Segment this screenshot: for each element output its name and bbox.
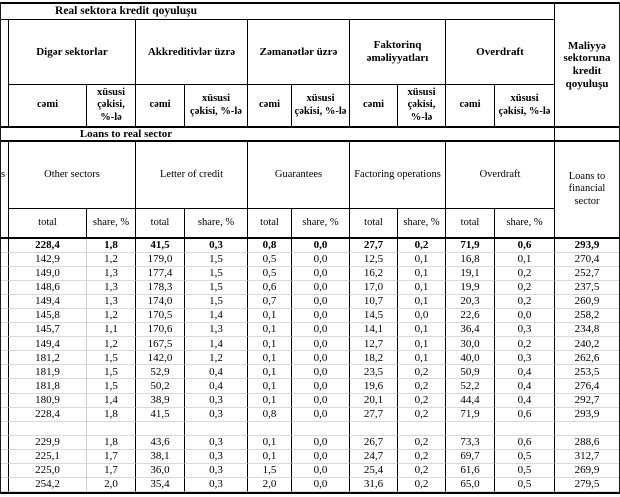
cell[interactable]: 2,0 xyxy=(248,478,292,492)
cell[interactable]: 262,6 xyxy=(555,351,619,365)
cell[interactable]: 65,0 xyxy=(446,478,495,492)
cell[interactable]: 0,3 xyxy=(185,450,248,464)
cell[interactable]: 1,5 xyxy=(87,351,136,365)
row-edge-cell xyxy=(1,464,9,478)
cell[interactable]: 149,4 xyxy=(9,337,87,351)
banner-loans-real-sector-en-label: Loans to real sector xyxy=(79,128,173,140)
cell[interactable]: 269,9 xyxy=(555,464,619,478)
cell[interactable]: 2,0 xyxy=(87,478,136,492)
cell[interactable]: 0,5 xyxy=(495,450,555,464)
cell[interactable]: 142,9 xyxy=(9,253,87,267)
cell[interactable]: 1,3 xyxy=(87,295,136,309)
header-az-section xyxy=(1,2,619,126)
cell[interactable]: 0,1 xyxy=(248,450,292,464)
banner-real-sector-az[interactable] xyxy=(1,4,555,20)
cell[interactable]: 14,5 xyxy=(350,309,398,323)
cell[interactable]: 1,5 xyxy=(248,464,292,478)
subheader-en-total-factoring-operations[interactable]: total xyxy=(350,209,398,237)
subheader-az-share-factoring-operations[interactable]: xüsusi çəkisi, %-lə xyxy=(398,85,446,126)
cell[interactable]: 43,6 xyxy=(136,436,185,450)
cell[interactable]: 36,0 xyxy=(136,464,185,478)
row-edge-cell xyxy=(1,239,9,253)
cell[interactable]: 0,0 xyxy=(292,478,350,492)
cell[interactable] xyxy=(292,422,350,436)
cell[interactable]: 10,7 xyxy=(350,295,398,309)
cell[interactable]: 0,2 xyxy=(398,436,446,450)
cell[interactable]: 71,9 xyxy=(446,408,495,422)
cell[interactable]: 0,1 xyxy=(248,337,292,351)
cell[interactable]: 17,0 xyxy=(350,281,398,295)
cell[interactable] xyxy=(350,422,398,436)
cell[interactable]: 0,0 xyxy=(292,436,350,450)
cell[interactable]: 0,1 xyxy=(398,337,446,351)
cell[interactable]: 240,2 xyxy=(555,337,619,351)
cell[interactable]: 0,2 xyxy=(398,379,446,393)
cell[interactable]: 0,4 xyxy=(185,365,248,379)
cell[interactable]: 1,5 xyxy=(185,267,248,281)
cell[interactable]: 149,0 xyxy=(9,267,87,281)
cell[interactable]: 27,7 xyxy=(350,408,398,422)
banner-loans-real-sector-row xyxy=(1,126,619,142)
cell[interactable]: 0,4 xyxy=(495,365,555,379)
group-header-az-other-sectors[interactable]: Digər sektorlar xyxy=(9,20,136,85)
edge-text-fragment: s xyxy=(1,169,6,181)
cell[interactable]: 0,1 xyxy=(248,436,292,450)
cell[interactable]: 0,0 xyxy=(292,323,350,337)
cell[interactable]: 35,4 xyxy=(136,478,185,492)
subheader-az-share-overdraft[interactable]: xüsusi çəkisi, %-lə xyxy=(495,85,555,126)
cell[interactable]: 0,3 xyxy=(185,478,248,492)
cell[interactable]: 0,2 xyxy=(398,365,446,379)
cell[interactable]: 31,6 xyxy=(350,478,398,492)
cell[interactable]: 61,6 xyxy=(446,464,495,478)
cell[interactable]: 1,7 xyxy=(87,464,136,478)
cell[interactable]: 0,1 xyxy=(398,281,446,295)
cell[interactable] xyxy=(446,422,495,436)
cell[interactable]: 0,5 xyxy=(248,267,292,281)
cell[interactable]: 0,1 xyxy=(248,351,292,365)
cell[interactable]: 0,0 xyxy=(292,450,350,464)
cell[interactable]: 1,5 xyxy=(185,281,248,295)
cell[interactable]: 145,8 xyxy=(9,309,87,323)
row-edge-cell xyxy=(1,450,9,464)
col-header-financial-sector-en[interactable]: Loans to financial sector xyxy=(568,171,606,207)
cell[interactable]: 0,6 xyxy=(495,408,555,422)
cropped-left-column-fragment xyxy=(1,142,9,209)
cell[interactable]: 234,8 xyxy=(555,323,619,337)
cell[interactable]: 0,1 xyxy=(398,267,446,281)
cell[interactable]: 1,2 xyxy=(87,337,136,351)
group-header-az-factoring-operations[interactable]: Faktorinq əməliyyatları xyxy=(350,20,446,85)
cell[interactable]: 1,2 xyxy=(87,309,136,323)
cell[interactable]: 0,3 xyxy=(185,436,248,450)
row-edge-cell xyxy=(1,394,9,408)
cell[interactable]: 0,7 xyxy=(248,295,292,309)
cell[interactable]: 177,4 xyxy=(136,267,185,281)
cell[interactable]: 279,5 xyxy=(555,478,619,492)
cell[interactable]: 0,1 xyxy=(398,351,446,365)
banner-real-sector-az-label: Real sektora kredit qoyuluşu xyxy=(55,4,197,17)
cell[interactable]: 253,5 xyxy=(555,365,619,379)
cell[interactable]: 258,2 xyxy=(555,309,619,323)
cell[interactable]: 0,4 xyxy=(185,379,248,393)
cell[interactable]: 0,0 xyxy=(292,239,350,253)
subheader-en-total-other-sectors[interactable]: total xyxy=(9,209,87,237)
cell[interactable]: 148,6 xyxy=(9,281,87,295)
cell[interactable]: 0,0 xyxy=(292,337,350,351)
cell[interactable]: 276,4 xyxy=(555,379,619,393)
cell[interactable]: 0,0 xyxy=(292,267,350,281)
cell[interactable]: 225,0 xyxy=(9,464,87,478)
subheader-az-share-other-sectors[interactable]: xüsusi çəkisi, %-lə xyxy=(87,85,136,126)
group-header-en-other-sectors[interactable]: Other sectors xyxy=(9,142,136,209)
cell[interactable]: 40,0 xyxy=(446,351,495,365)
group-header-az-letter-of-credit[interactable]: Akkreditivlər üzrə xyxy=(136,20,248,85)
cell[interactable]: 0,1 xyxy=(248,394,292,408)
cell[interactable]: 0,0 xyxy=(292,309,350,323)
cell[interactable]: 69,7 xyxy=(446,450,495,464)
cell[interactable]: 16,2 xyxy=(350,267,398,281)
cell[interactable]: 19,6 xyxy=(350,379,398,393)
cell[interactable]: 1,1 xyxy=(87,323,136,337)
cell[interactable]: 1,4 xyxy=(185,337,248,351)
row-edge-cell xyxy=(1,351,9,365)
cell[interactable]: 0,6 xyxy=(495,436,555,450)
cell[interactable]: 174,0 xyxy=(136,295,185,309)
cell[interactable]: 0,5 xyxy=(248,253,292,267)
cell[interactable]: 0,0 xyxy=(292,379,350,393)
cell[interactable]: 228,4 xyxy=(9,408,87,422)
cell[interactable]: 41,5 xyxy=(136,408,185,422)
cell[interactable]: 0,2 xyxy=(398,450,446,464)
cell[interactable]: 0,1 xyxy=(248,323,292,337)
cell[interactable]: 19,9 xyxy=(446,281,495,295)
cell[interactable]: 270,4 xyxy=(555,253,619,267)
cell[interactable]: 0,0 xyxy=(292,295,350,309)
cell[interactable]: 260,9 xyxy=(555,295,619,309)
cell[interactable]: 237,5 xyxy=(555,281,619,295)
cell[interactable]: 0,2 xyxy=(495,267,555,281)
cell[interactable]: 1,2 xyxy=(87,253,136,267)
cell[interactable]: 1,5 xyxy=(185,295,248,309)
cell[interactable] xyxy=(495,422,555,436)
cell[interactable]: 0,3 xyxy=(185,394,248,408)
cell[interactable]: 149,4 xyxy=(9,295,87,309)
cell[interactable] xyxy=(87,422,136,436)
cell[interactable]: 20,3 xyxy=(446,295,495,309)
row-edge-cell xyxy=(1,281,9,295)
cropped-left-column xyxy=(1,20,9,126)
cell[interactable]: 12,5 xyxy=(350,253,398,267)
row-edge-cell xyxy=(1,267,9,281)
subheader-az-share-letter-of-credit[interactable]: xüsusi çəkisi, %-lə xyxy=(185,85,248,126)
cell[interactable]: 50,9 xyxy=(446,365,495,379)
cell[interactable]: 1,5 xyxy=(185,253,248,267)
cell[interactable]: 1,3 xyxy=(87,267,136,281)
cell[interactable]: 0,2 xyxy=(398,239,446,253)
cell[interactable]: 229,9 xyxy=(9,436,87,450)
cell[interactable]: 52,2 xyxy=(446,379,495,393)
subheader-en-share-letter-of-credit[interactable]: share, % xyxy=(185,209,248,237)
cell[interactable]: 1,3 xyxy=(185,323,248,337)
subheader-en-total-guarantees[interactable]: total xyxy=(248,209,292,237)
cell[interactable]: 0,2 xyxy=(495,295,555,309)
row-edge-cell xyxy=(1,422,9,436)
row-edge-cell xyxy=(1,379,9,393)
header-en-section xyxy=(1,142,619,239)
cell[interactable]: 30,0 xyxy=(446,337,495,351)
cell[interactable]: 288,6 xyxy=(555,436,619,450)
cell[interactable]: 0,0 xyxy=(292,464,350,478)
cell[interactable]: 19,1 xyxy=(446,267,495,281)
subheader-az-share-guarantees[interactable]: xüsusi çəkisi, %-lə xyxy=(292,85,350,126)
cell[interactable]: 0,6 xyxy=(248,281,292,295)
cell[interactable]: 0,3 xyxy=(185,408,248,422)
cell[interactable]: 0,1 xyxy=(398,323,446,337)
cell[interactable]: 0,2 xyxy=(495,337,555,351)
subheader-az-total-overdraft[interactable]: cəmi xyxy=(446,85,495,126)
cell[interactable]: 52,9 xyxy=(136,365,185,379)
cell[interactable]: 170,6 xyxy=(136,323,185,337)
group-header-en-letter-of-credit[interactable]: Letter of credit xyxy=(136,142,248,209)
row-edge-cell xyxy=(1,253,9,267)
cell[interactable]: 181,2 xyxy=(9,351,87,365)
cell[interactable]: 38,1 xyxy=(136,450,185,464)
cell[interactable]: 0,5 xyxy=(495,464,555,478)
group-header-en-factoring-operations[interactable]: Factoring operations xyxy=(350,142,446,209)
cell[interactable]: 16,8 xyxy=(446,253,495,267)
subheader-en-share-guarantees[interactable]: share, % xyxy=(292,209,350,237)
cell[interactable]: 1,8 xyxy=(87,436,136,450)
row-edge-cell xyxy=(1,436,9,450)
cell[interactable]: 1,5 xyxy=(87,379,136,393)
cell[interactable]: 0,1 xyxy=(398,295,446,309)
cell[interactable]: 0,2 xyxy=(398,394,446,408)
subheader-en-share-overdraft[interactable]: share, % xyxy=(495,209,555,237)
subheader-en-share-factoring-operations[interactable]: share, % xyxy=(398,209,446,237)
group-header-en-guarantees[interactable]: Guarantees xyxy=(248,142,350,209)
cell[interactable]: 24,7 xyxy=(350,450,398,464)
cell[interactable]: 0,5 xyxy=(495,478,555,492)
group-header-az-overdraft[interactable]: Overdraft xyxy=(446,20,555,85)
cell[interactable]: 0,2 xyxy=(398,408,446,422)
row-edge-cell xyxy=(1,309,9,323)
cell[interactable]: 167,5 xyxy=(136,337,185,351)
cell[interactable]: 1,7 xyxy=(87,450,136,464)
credit-table xyxy=(0,2,620,494)
cell[interactable]: 0,8 xyxy=(248,408,292,422)
cell[interactable]: 0,1 xyxy=(248,365,292,379)
cell[interactable]: 0,2 xyxy=(398,478,446,492)
data-section xyxy=(1,239,619,494)
subheader-az-total-guarantees[interactable]: cəmi xyxy=(248,85,292,126)
cell[interactable]: 293,9 xyxy=(555,408,619,422)
cell[interactable] xyxy=(185,422,248,436)
cell[interactable] xyxy=(9,422,87,436)
cell[interactable] xyxy=(248,422,292,436)
cell[interactable]: 228,4 xyxy=(9,239,87,253)
cell[interactable]: 14,1 xyxy=(350,323,398,337)
subheader-az-total-letter-of-credit[interactable]: cəmi xyxy=(136,85,185,126)
subheader-en-total-letter-of-credit[interactable]: total xyxy=(136,209,185,237)
cell[interactable]: 225,1 xyxy=(9,450,87,464)
cell[interactable]: 0,1 xyxy=(248,379,292,393)
row-edge-cell xyxy=(1,337,9,351)
cell[interactable] xyxy=(398,422,446,436)
row-edge-cell xyxy=(1,295,9,309)
cell[interactable]: 1,5 xyxy=(87,365,136,379)
cell[interactable]: 142,0 xyxy=(136,351,185,365)
cell[interactable]: 22,6 xyxy=(446,309,495,323)
cell[interactable]: 0,0 xyxy=(292,253,350,267)
cell[interactable]: 0,1 xyxy=(248,309,292,323)
cell[interactable]: 292,7 xyxy=(555,394,619,408)
cell[interactable]: 41,5 xyxy=(136,239,185,253)
cell[interactable]: 20,1 xyxy=(350,394,398,408)
cell[interactable]: 36,4 xyxy=(446,323,495,337)
group-header-en-overdraft[interactable]: Overdraft xyxy=(446,142,555,209)
cell[interactable]: 145,7 xyxy=(9,323,87,337)
cell[interactable]: 18,2 xyxy=(350,351,398,365)
cell[interactable]: 252,7 xyxy=(555,267,619,281)
cell[interactable]: 0,0 xyxy=(495,309,555,323)
cell[interactable]: 27,7 xyxy=(350,239,398,253)
cell[interactable]: 293,9 xyxy=(555,239,619,253)
cell[interactable]: 44,4 xyxy=(446,394,495,408)
cell[interactable]: 0,0 xyxy=(292,365,350,379)
cell[interactable]: 12,7 xyxy=(350,337,398,351)
row-edge-cell xyxy=(1,478,9,492)
row-edge-cell xyxy=(1,408,9,422)
subheader-az-total-other-sectors[interactable]: cəmi xyxy=(9,85,87,126)
cell[interactable]: 0,0 xyxy=(292,408,350,422)
col-header-financial-sector-az[interactable]: Maliyyə sektoruna kredit qoyuluşu xyxy=(563,39,611,90)
row-edge-cell xyxy=(1,323,9,337)
cell[interactable]: 1,2 xyxy=(185,351,248,365)
cell[interactable]: 312,7 xyxy=(555,450,619,464)
cell[interactable]: 0,2 xyxy=(398,464,446,478)
cell[interactable]: 0,1 xyxy=(495,253,555,267)
cell[interactable]: 0,8 xyxy=(248,239,292,253)
cell[interactable]: 1,8 xyxy=(87,408,136,422)
subheader-az-total-factoring-operations[interactable]: cəmi xyxy=(350,85,398,126)
subheader-en-share-other-sectors[interactable]: share, % xyxy=(87,209,136,237)
cell[interactable]: 0,4 xyxy=(495,379,555,393)
cell[interactable]: 0,3 xyxy=(185,239,248,253)
cell[interactable]: 26,7 xyxy=(350,436,398,450)
cell[interactable]: 23,5 xyxy=(350,365,398,379)
cell[interactable]: 0,3 xyxy=(185,464,248,478)
cell[interactable]: 1,4 xyxy=(87,394,136,408)
cropped-left-column xyxy=(1,209,9,237)
cell[interactable]: 181,9 xyxy=(9,365,87,379)
cell[interactable]: 254,2 xyxy=(9,478,87,492)
cell[interactable]: 0,0 xyxy=(398,309,446,323)
cell[interactable]: 0,0 xyxy=(292,281,350,295)
cell[interactable]: 0,6 xyxy=(495,239,555,253)
cell[interactable]: 0,1 xyxy=(398,253,446,267)
cell[interactable]: 50,2 xyxy=(136,379,185,393)
banner-row-right-cell xyxy=(555,128,619,140)
cell[interactable] xyxy=(555,422,619,436)
cell[interactable]: 0,2 xyxy=(495,281,555,295)
cell[interactable]: 25,4 xyxy=(350,464,398,478)
row-edge-cell xyxy=(1,365,9,379)
cell[interactable] xyxy=(136,422,185,436)
cell[interactable]: 38,9 xyxy=(136,394,185,408)
cell[interactable]: 1,4 xyxy=(185,309,248,323)
cell[interactable]: 170,5 xyxy=(136,309,185,323)
cell[interactable]: 0,3 xyxy=(495,351,555,365)
subheader-en-total-overdraft[interactable]: total xyxy=(446,209,495,237)
cell[interactable]: 0,0 xyxy=(292,351,350,365)
cell[interactable]: 178,3 xyxy=(136,281,185,295)
cell[interactable]: 1,8 xyxy=(87,239,136,253)
banner-loans-real-sector-en[interactable] xyxy=(1,128,555,140)
cell[interactable]: 0,0 xyxy=(292,394,350,408)
group-header-az-guarantees[interactable]: Zəmanətlər üzrə xyxy=(248,20,350,85)
cell[interactable]: 73,3 xyxy=(446,436,495,450)
cell[interactable]: 0,3 xyxy=(495,323,555,337)
cell[interactable]: 181,8 xyxy=(9,379,87,393)
cell[interactable]: 179,0 xyxy=(136,253,185,267)
cell[interactable]: 71,9 xyxy=(446,239,495,253)
cell[interactable]: 180,9 xyxy=(9,394,87,408)
cell[interactable]: 0,4 xyxy=(495,394,555,408)
cell[interactable]: 1,3 xyxy=(87,281,136,295)
